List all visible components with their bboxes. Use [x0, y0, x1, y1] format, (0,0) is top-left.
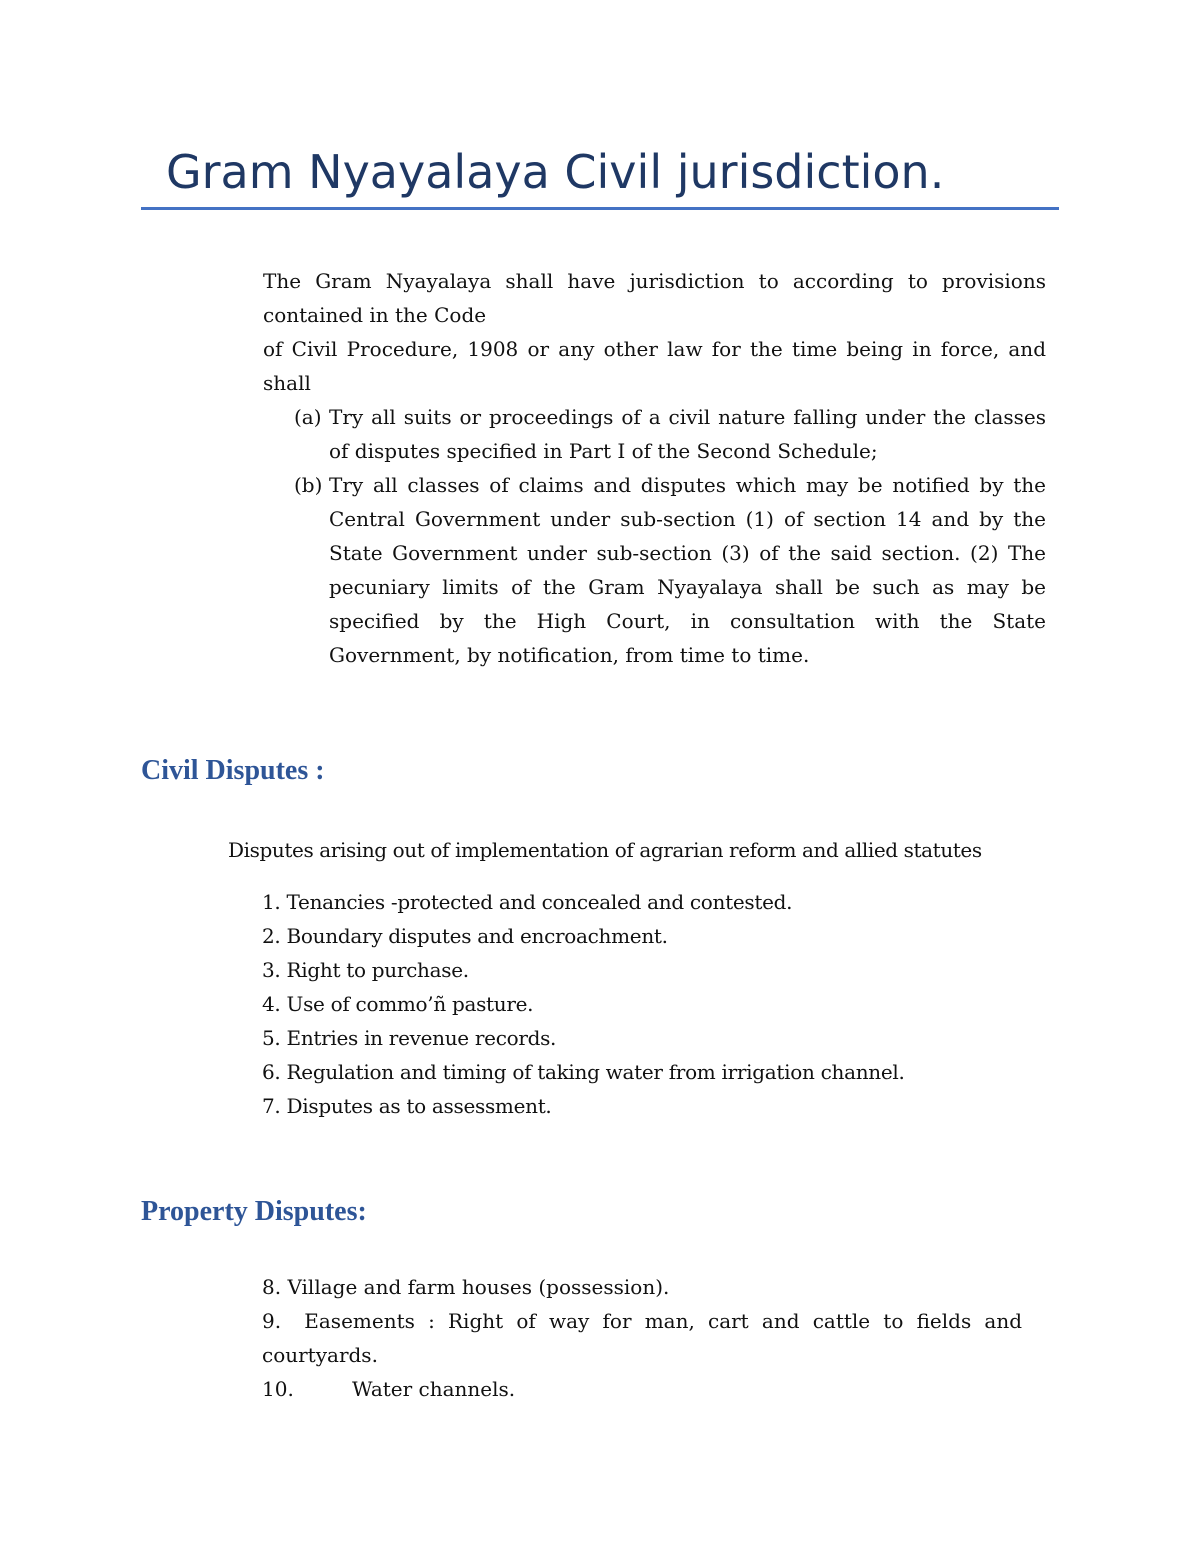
item-text: Water channels. — [352, 1377, 516, 1401]
item-number: 9. — [262, 1309, 282, 1333]
intro-clause-b — [263, 468, 1046, 672]
list-item: 4. Use of commo’ñ pasture. — [262, 992, 534, 1016]
list-item: 6. Regulation and timing of taking water from irrigation channel. — [262, 1060, 905, 1084]
intro-section — [263, 264, 1046, 672]
list-item — [262, 1304, 1022, 1372]
clause-text: Try all suits or proceedings of a civil nature falling under the classes of disputes specified in Part I of the Second Schedule; — [329, 405, 1046, 463]
intro-paragraph-2: of Civil Procedure, 1908 or any other law for the time being in force, and shall — [263, 337, 1046, 395]
document-title: Gram Nyayalaya Civil jurisdiction. — [166, 145, 945, 199]
civil-disputes-list — [262, 885, 1022, 1123]
civil-disputes-subheading: Disputes arising out of implementation of agrarian reform and allied statutes — [228, 838, 982, 862]
intro-clause-a — [263, 400, 1046, 468]
list-item: 5. Entries in revenue records. — [262, 1026, 557, 1050]
civil-disputes-heading: Civil Disputes : — [141, 755, 325, 786]
list-item: 7. Disputes as to assessment. — [262, 1094, 552, 1118]
clause-text: Try all classes of claims and disputes which may be notified by the Central Government under sub-section (1) of section 14 and by the State Government under sub-section (3) of the said section. (2) The pecuniary limits of the Gram Nyayalaya shall be such as may be specified by the High Court, in consultation with the State Government, by notification, from time to time. — [329, 473, 1046, 667]
clause-marker: (b) — [294, 473, 323, 497]
intro-clause-list — [263, 400, 1046, 672]
property-disputes-list — [262, 1270, 1022, 1406]
item-number: 10. — [262, 1377, 294, 1401]
list-item: 8. Village and farm houses (possession). — [262, 1275, 670, 1299]
list-item — [262, 1372, 1022, 1406]
list-item: 3. Right to purchase. — [262, 958, 469, 982]
list-item: 2. Boundary disputes and encroachment. — [262, 924, 668, 948]
list-item: 1. Tenancies -protected and concealed and contested. — [262, 890, 793, 914]
item-text: Easements : Right of way for man, cart and cattle to fields and courtyards. — [262, 1309, 1023, 1367]
clause-marker: (a) — [294, 405, 322, 429]
intro-paragraph-1: The Gram Nyayalaya shall have jurisdiction to according to provisions contained in the Code — [263, 269, 1046, 327]
property-disputes-heading: Property Disputes: — [141, 1196, 367, 1227]
title-underline — [141, 207, 1059, 210]
